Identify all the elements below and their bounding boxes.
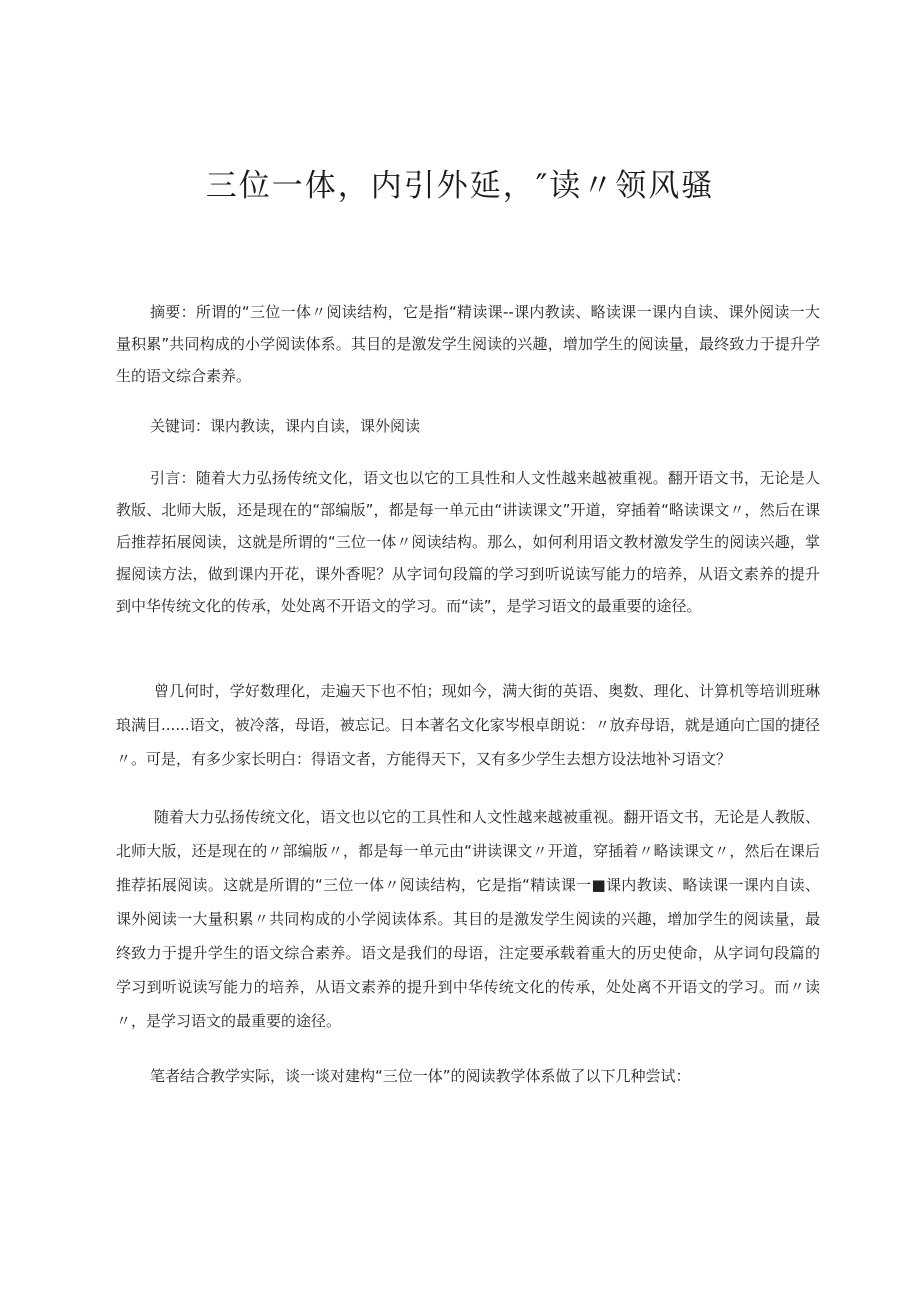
keywords-paragraph: 关键词：课内教读，课内自读，课外阅读 (150, 417, 421, 435)
intro-paragraph: 引言：随着大力弘扬传统文化，语文也以它的工具性和人文性越来越被重视。翻开语文书，无论是人教版、北师大版，还是现在的“部编版”，都是每一单元由“讲读课文”开道，穿插着“略读课文〃，然后在课后推荐拓展阅读，这就是所谓的“三位一体〃阅读结构。那么，如何利用语文教材激发学生的阅读兴趣，掌握阅读方法，做到课内开花，课外香呢？从字词句段篇的学习到听说读写能力的培养，从语文素养的提升到中华传统文化的传承，处处离不开语文的学习。而“读”，是学习语文的最重要的途径。 (116, 469, 820, 615)
document-title: 三位一体，内引外延，″读〃领风骚 (205, 168, 715, 204)
body-paragraph-1: 曾几何时，学好数理化，走遍天下也不怕；现如今，满大街的英语、奥数、理化、计算机等培训班琳琅满目......语文，被冷落，母语，被忘记。日本著名文化家岑根卓朗说：〃放弃母语，就是通向亡国的捷径〃。可是，有多少家长明白：得语文者，方能得天下，又有多少学生去想方设法地补习语文？ (116, 682, 820, 768)
abstract-paragraph: 摘要：所谓的“三位一体〃阅读结构，它是指“精读课--课内教读、略读课一课内自读、课外阅读一大量积累”共同构成的小学阅读体系。其目的是激发学生阅读的兴趣，增加学生的阅读量，最终致力于提升学生的语文综合素养。 (116, 303, 820, 385)
body-paragraph-3: 笔者结合教学实际，谈一谈对建构“三位一体”的阅读教学体系做了以下几种尝试： (150, 1067, 691, 1085)
body-paragraph-2: 随着大力弘扬传统文化，语文也以它的工具性和人文性越来越被重视。翻开语文书，无论是人教版、北师大版，还是现在的〃部编版〃，都是每一单元由“讲读课文〃开道，穿插着〃略读课文〃，然后在课后推荐拓展阅读。这就是所谓的“三位一体〃阅读结构，它是指“精读课一■课内教读、略读课一课内自读、课外阅读一大量积累〃共同构成的小学阅读体系。其目的是激发学生阅读的兴趣，增加学生的阅读量，最终致力于提升学生的语文综合素养。语文是我们的母语，注定要承载着重大的历史使命，从字词句段篇的学习到听说读写能力的培养，从语文素养的提升到中华传统文化的传承，处处离不开语文的学习。而〃读〃，是学习语文的最重要的途径。 (116, 808, 820, 1030)
